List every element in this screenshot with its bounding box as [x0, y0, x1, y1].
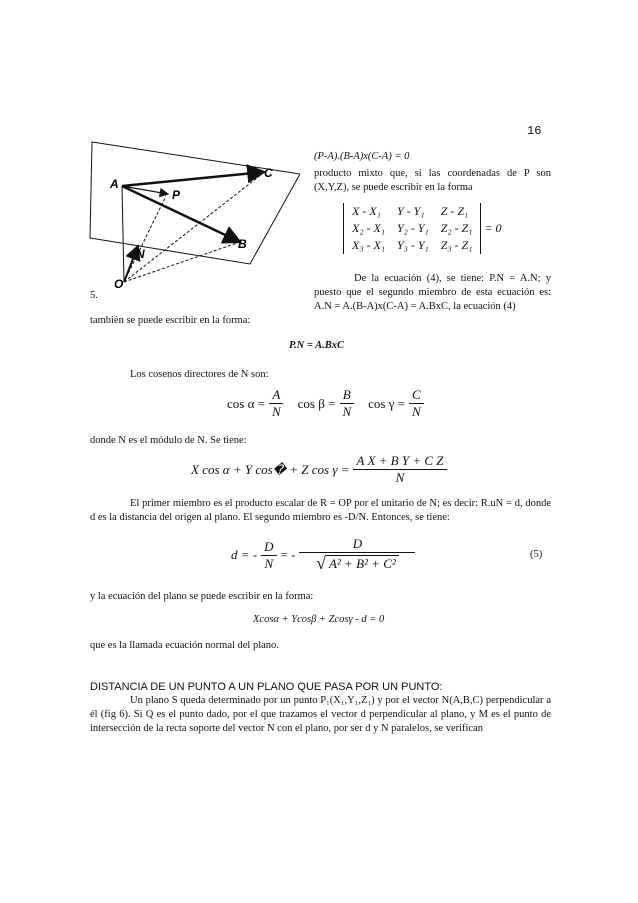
- line-oa: [122, 186, 124, 282]
- paragraph-donde: donde N es el módulo de N. Se tiene:: [90, 435, 247, 446]
- determinant-rhs: = 0: [484, 221, 502, 235]
- determinant-cell: X - X₁: [352, 204, 381, 218]
- numerator: D: [261, 539, 276, 556]
- equation-direction-cosines: [227, 387, 424, 420]
- equals-minus: = -: [280, 547, 296, 562]
- sqrt-icon: √: [316, 553, 326, 573]
- determinant-cell: X₂ - X₁: [352, 221, 385, 235]
- paragraph-primer-miembro: El primer miembro es el producto escalar de R = OP por el unitario de N; es decir: R.uN = d, donde d es la distancia del origen al plano. El segundo miembro es -D/N. Entonces, se tiene:: [90, 498, 551, 523]
- cos-alpha-label: cos α =: [227, 395, 265, 411]
- fraction-a-n: [269, 387, 284, 420]
- determinant-row: [346, 237, 478, 254]
- equation-lhs: X cos α + Y cos� + Z cos γ =: [191, 461, 350, 477]
- denominator: N: [264, 555, 274, 571]
- determinant-cell: Z₂ - Z₁: [440, 221, 473, 235]
- line-op: [124, 196, 166, 282]
- fraction-c-n: [409, 387, 424, 420]
- numerator: A: [269, 387, 283, 404]
- paragraph-y-la-ecuacion: y la ecuación del plano se puede escribir en la forma:: [90, 591, 314, 602]
- paragraph-cosenos: Los cosenos directores de N son:: [130, 369, 269, 380]
- equation-distance-d: [231, 536, 415, 574]
- label-n: N: [136, 247, 145, 261]
- determinant-row: [346, 220, 478, 237]
- vector-ab: [122, 186, 240, 242]
- cos-gamma-label: cos γ =: [368, 395, 406, 411]
- equation-pn-abxc: P.N = A.BxC: [289, 340, 344, 351]
- denominator: N: [271, 404, 281, 419]
- fraction-abc-n: [353, 453, 446, 486]
- vector-ac: [122, 172, 264, 186]
- paragraph-ecuacion-4: De la ecuación (4), se tiene: P.N = A.N; y puesto que el segundo miembro de esta ecuación es: A.N = A.(B-A)x(C-A) = A.BxC, la ecuación (4): [314, 273, 551, 312]
- determinant-cell: Z₃ - Z₁: [440, 238, 473, 252]
- paragraph-producto-mixto: producto mixto que, si las coordenadas de P son (X,Y,Z), se puede escribir en la forma: [314, 168, 551, 193]
- equation-lhs: d = -: [231, 547, 258, 562]
- sqrt-radicand: A² + B² + C²: [326, 555, 399, 572]
- label-p: P: [172, 188, 181, 202]
- denominator: N: [342, 404, 352, 419]
- determinant-cell: Y₃ - Y₁: [397, 238, 429, 252]
- fraction-b-n: [339, 387, 354, 420]
- page-number: 16: [527, 124, 542, 138]
- cos-beta-label: cos β =: [297, 395, 336, 411]
- denominator: [313, 553, 402, 574]
- equation-xyz-cosines: [191, 453, 447, 486]
- equation-mixed-product: (P-A).(B-A)x(C-A) = 0: [314, 151, 410, 162]
- plane-outline: [90, 142, 300, 264]
- denominator: N: [395, 470, 405, 485]
- label-a: A: [110, 177, 119, 191]
- numerator: A X + B Y + C Z: [353, 453, 446, 470]
- label-b: B: [238, 237, 247, 251]
- equation-normal-form: Xcosα + Ycosβ + Zcosγ - d = 0: [253, 614, 385, 625]
- determinant-cell: Y₂ - Y₁: [397, 221, 429, 235]
- fraction-d-n: [261, 539, 276, 572]
- label-o: O: [114, 277, 124, 291]
- numerator: C: [409, 387, 424, 404]
- paragraph-tambien: también se puede escribir en la forma:: [90, 315, 251, 326]
- paragraph-que-es: que es la llamada ecuación normal del plano.: [90, 640, 279, 651]
- determinant-cell: Y - Y₁: [397, 204, 425, 218]
- paragraph-plano-s: Un plano S queda determinado por un punto P₁(X₁,Y₁,Z₁) y por el vector N(A,B,C) perpendicular a él (fig 6). Si Q es el punto dado, por el que trazamos el vector d perpendicular al plano, y M es el punto de intersección de la recta soporte del vector N con el plano, por ser d y N paralelos, se verifican: [90, 695, 551, 734]
- determinant-cell: X₃ - X₁: [352, 238, 385, 252]
- numerator: D: [299, 536, 415, 553]
- determinant-cell: Z - Z₁: [440, 204, 469, 218]
- fraction-d-sqrt: [299, 536, 415, 574]
- denominator: N: [412, 404, 421, 419]
- equation-tag-5: (5): [530, 549, 543, 560]
- figure-plane-diagram: [84, 138, 300, 298]
- determinant-matrix: [346, 203, 478, 254]
- figure-caption: 5.: [90, 290, 98, 301]
- label-c: C: [264, 166, 273, 180]
- determinant-row: [346, 203, 478, 220]
- determinant-equation: [343, 203, 501, 254]
- section-heading: DISTANCIA DE UN PUNTO A UN PLANO QUE PASA POR UN PUNTO:: [90, 681, 443, 693]
- numerator: B: [340, 387, 354, 404]
